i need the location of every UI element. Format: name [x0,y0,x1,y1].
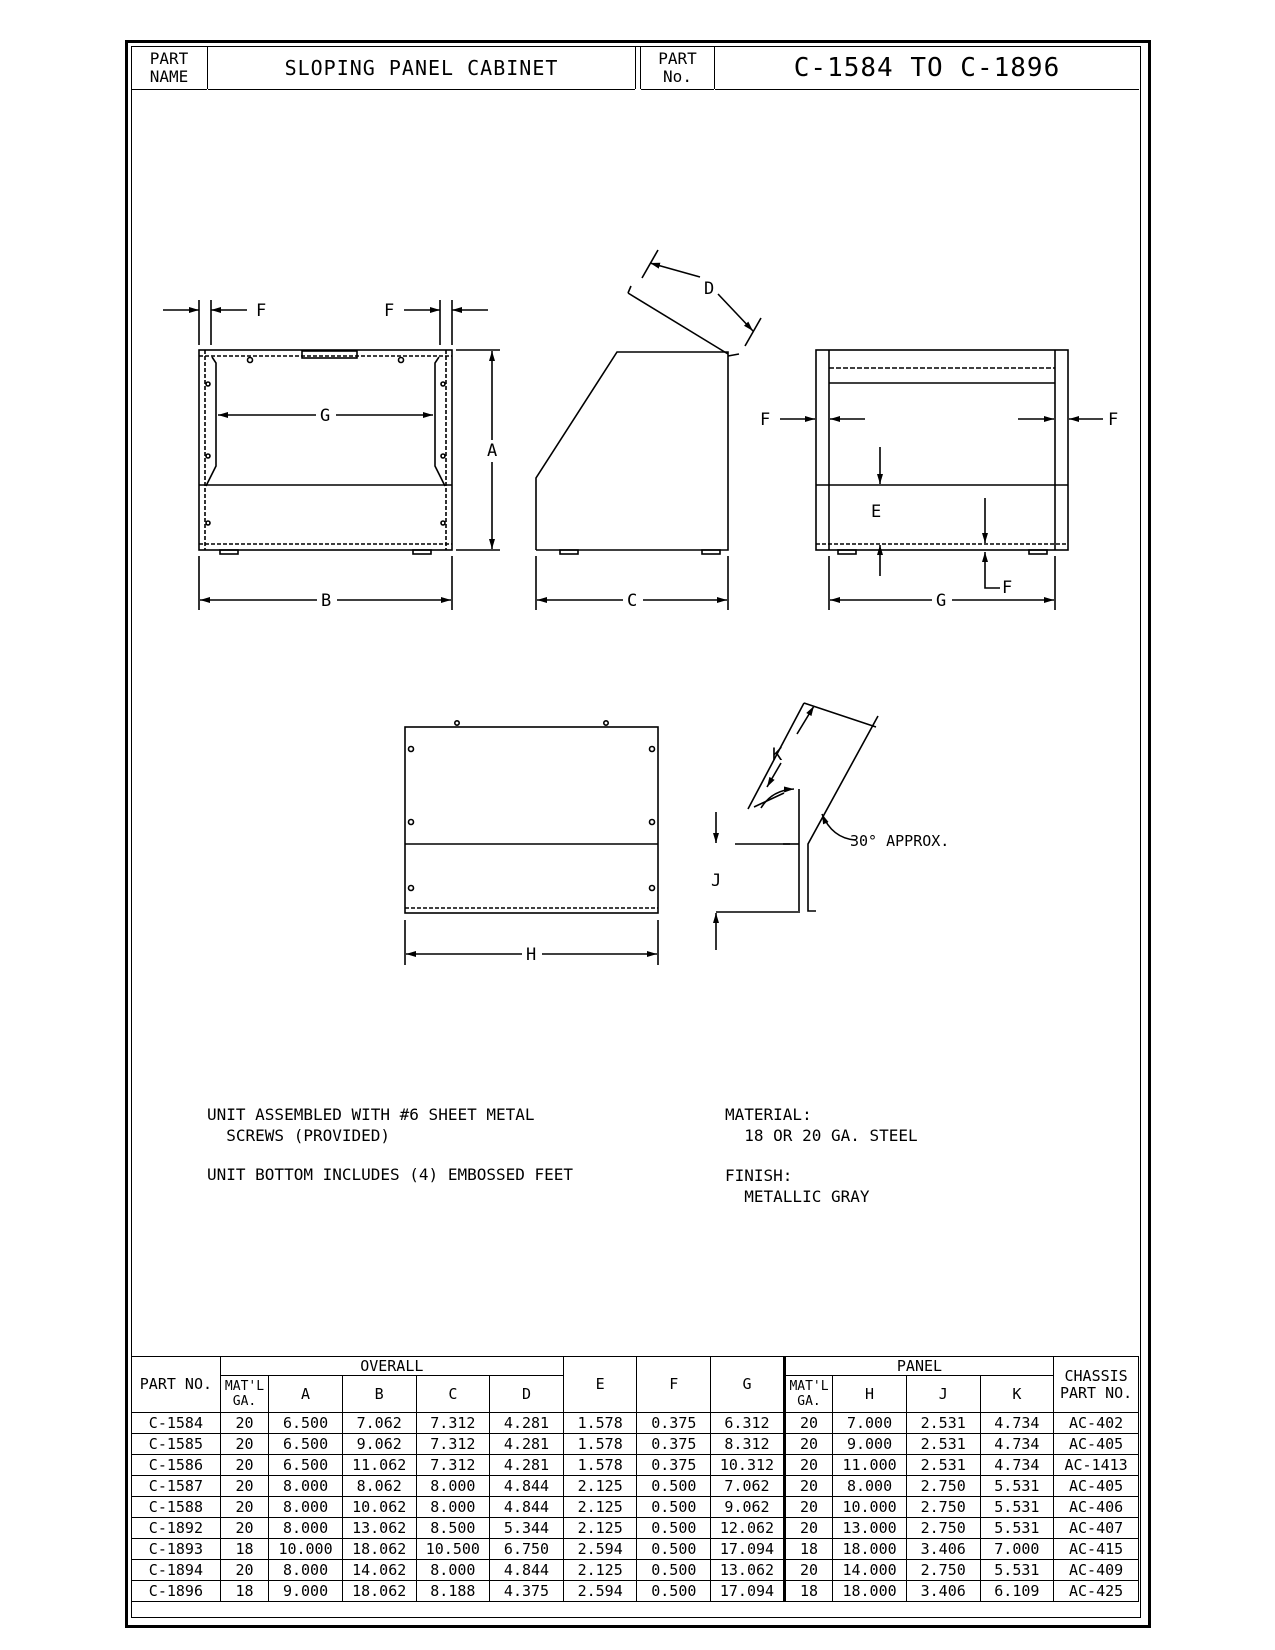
col-header-chassis [1054,1357,1139,1413]
panel-view [405,721,658,965]
cell-panel-matl: 18 [784,1581,832,1602]
col-header-c: C [416,1376,490,1413]
cell-g: 7.062 [711,1476,785,1497]
cell-e: 2.125 [563,1497,637,1518]
cell-a: 10.000 [269,1539,343,1560]
cell-e: 2.594 [563,1581,637,1602]
col-header-panel-matl-line2: GA. [797,1394,821,1409]
cell-d: 4.844 [490,1497,564,1518]
cell-panel-matl: 20 [784,1476,832,1497]
cell-d: 6.750 [490,1539,564,1560]
cell-h: 18.000 [833,1581,907,1602]
cell-e: 1.578 [563,1455,637,1476]
table-row [132,1518,1139,1539]
cell-j: 2.531 [906,1413,980,1434]
col-header-g: G [711,1357,785,1413]
front-view [163,300,500,610]
cell-d: 4.844 [490,1560,564,1581]
col-header-overall: OVERALL [220,1357,563,1376]
cell-f: 0.500 [637,1560,711,1581]
cell-matl: 20 [220,1476,268,1497]
cell-h: 14.000 [833,1560,907,1581]
cell-h: 13.000 [833,1518,907,1539]
cell-h: 11.000 [833,1455,907,1476]
part-no: C-1584 TO C-1896 [715,46,1139,90]
cell-b: 14.062 [342,1560,416,1581]
note-assembly-line2: SCREWS (PROVIDED) [207,1126,391,1145]
dim-label-g: G [936,591,947,611]
dim-label-b: B [321,591,332,611]
cell-part-no: C-1893 [132,1539,221,1560]
cell-c: 7.312 [416,1434,490,1455]
cell-matl: 18 [220,1539,268,1560]
cell-e: 1.578 [563,1413,637,1434]
cell-part-no: C-1896 [132,1581,221,1602]
cell-k: 5.531 [980,1518,1054,1539]
col-header-h: H [833,1376,907,1413]
cell-g: 12.062 [711,1518,785,1539]
cell-b: 10.062 [342,1497,416,1518]
col-header-b: B [342,1376,416,1413]
table-row [132,1539,1139,1560]
table-row [132,1581,1139,1602]
cell-panel-matl: 20 [784,1455,832,1476]
cell-j: 2.750 [906,1560,980,1581]
cell-a: 6.500 [269,1434,343,1455]
dim-label-a: A [487,441,498,461]
spec-table [131,1356,1139,1602]
dim-label-f: F [760,410,771,430]
cell-h: 7.000 [833,1413,907,1434]
cell-part-no: C-1584 [132,1413,221,1434]
cell-g: 17.094 [711,1539,785,1560]
cell-panel-matl: 20 [784,1497,832,1518]
cell-j: 2.531 [906,1455,980,1476]
cell-g: 10.312 [711,1455,785,1476]
cell-h: 9.000 [833,1434,907,1455]
cell-k: 4.734 [980,1434,1054,1455]
cell-chassis: AC-405 [1054,1476,1139,1497]
col-header-panel: PANEL [784,1357,1053,1376]
col-header-f: F [637,1357,711,1413]
cell-b: 9.062 [342,1434,416,1455]
cell-e: 2.594 [563,1539,637,1560]
cell-b: 18.062 [342,1539,416,1560]
cell-a: 8.000 [269,1560,343,1581]
cell-panel-matl: 18 [784,1539,832,1560]
note-feet: UNIT BOTTOM INCLUDES (4) EMBOSSED FEET [207,1165,574,1184]
cell-chassis: AC-407 [1054,1518,1139,1539]
cell-chassis: AC-405 [1054,1434,1139,1455]
cell-k: 4.734 [980,1455,1054,1476]
cell-h: 10.000 [833,1497,907,1518]
table-row [132,1497,1139,1518]
cell-g: 9.062 [711,1497,785,1518]
cell-e: 2.125 [563,1476,637,1497]
cell-e: 1.578 [563,1434,637,1455]
cell-b: 18.062 [342,1581,416,1602]
cell-f: 0.500 [637,1497,711,1518]
part-no-label-line1: PART [658,48,697,68]
cell-d: 4.281 [490,1434,564,1455]
cell-chassis: AC-1413 [1054,1455,1139,1476]
note-material-value: 18 OR 20 GA. STEEL [725,1126,918,1145]
table-row [132,1476,1139,1497]
col-header-chassis-line2: PART NO. [1059,1383,1133,1402]
cell-g: 6.312 [711,1413,785,1434]
cell-d: 4.281 [490,1455,564,1476]
part-name-label-line1: PART [149,48,189,68]
col-header-matl-line2: GA. [232,1394,257,1409]
cell-f: 0.375 [637,1413,711,1434]
dim-label-f: F [256,301,267,321]
note-finish-value: METALLIC GRAY [725,1187,870,1206]
dim-label-c: C [627,591,638,611]
cell-k: 5.531 [980,1497,1054,1518]
col-header-a: A [269,1376,343,1413]
cell-f: 0.500 [637,1518,711,1539]
cell-k: 7.000 [980,1539,1054,1560]
cell-k: 5.531 [980,1476,1054,1497]
cell-part-no: C-1585 [132,1434,221,1455]
table-row [132,1434,1139,1455]
cell-k: 4.734 [980,1413,1054,1434]
cell-b: 7.062 [342,1413,416,1434]
cell-c: 8.000 [416,1560,490,1581]
col-header-e: E [563,1357,637,1413]
dim-label-j: J [711,871,722,891]
col-header-panel-matl [784,1376,832,1413]
cell-matl: 18 [220,1581,268,1602]
cell-k: 6.109 [980,1581,1054,1602]
cell-part-no: C-1587 [132,1476,221,1497]
table-row [132,1560,1139,1581]
col-header-panel-matl-line1: MAT'L [789,1379,829,1394]
note-assembly-line1: UNIT ASSEMBLED WITH #6 SHEET METAL [207,1105,535,1124]
cell-c: 8.000 [416,1476,490,1497]
cell-b: 8.062 [342,1476,416,1497]
cell-e: 2.125 [563,1518,637,1539]
cell-a: 6.500 [269,1455,343,1476]
part-name: SLOPING PANEL CABINET [208,46,635,90]
dim-label-f: F [1108,410,1119,430]
part-no-label-line2: No. [663,66,692,86]
note-assembly [207,1104,535,1146]
cell-d: 4.844 [490,1476,564,1497]
table-row [132,1455,1139,1476]
col-header-matl [220,1376,268,1413]
side-view [536,250,761,610]
cell-d: 5.344 [490,1518,564,1539]
part-name-label-line2: NAME [149,66,189,86]
cell-f: 0.500 [637,1581,711,1602]
cell-c: 8.188 [416,1581,490,1602]
cell-matl: 20 [220,1413,268,1434]
dim-label-g: G [320,406,331,426]
cell-a: 6.500 [269,1413,343,1434]
cell-c: 8.500 [416,1518,490,1539]
dim-label-f: F [1002,578,1013,598]
cell-j: 2.750 [906,1497,980,1518]
cell-panel-matl: 20 [784,1434,832,1455]
cell-h: 18.000 [833,1539,907,1560]
dim-label-k: K [772,745,783,765]
col-header-part-no: PART NO. [132,1357,221,1413]
panel-profile [716,703,878,950]
cell-part-no: C-1892 [132,1518,221,1539]
cell-chassis: AC-415 [1054,1539,1139,1560]
spec-table-body [132,1413,1139,1602]
cell-d: 4.281 [490,1413,564,1434]
cell-h: 8.000 [833,1476,907,1497]
cell-part-no: C-1894 [132,1560,221,1581]
rear-view [780,350,1103,610]
cell-c: 8.000 [416,1497,490,1518]
cell-b: 11.062 [342,1455,416,1476]
cell-matl: 20 [220,1560,268,1581]
cell-matl: 20 [220,1434,268,1455]
cell-a: 8.000 [269,1476,343,1497]
cell-matl: 20 [220,1455,268,1476]
cell-chassis: AC-402 [1054,1413,1139,1434]
cell-a: 9.000 [269,1581,343,1602]
cell-j: 3.406 [906,1539,980,1560]
col-header-matl-line1: MAT'L [224,1379,265,1394]
cell-matl: 20 [220,1518,268,1539]
cell-f: 0.500 [637,1539,711,1560]
cell-part-no: C-1586 [132,1455,221,1476]
col-header-k: K [980,1376,1054,1413]
cell-k: 5.531 [980,1560,1054,1581]
cell-g: 17.094 [711,1581,785,1602]
cell-j: 2.750 [906,1476,980,1497]
cell-part-no: C-1588 [132,1497,221,1518]
cell-a: 8.000 [269,1518,343,1539]
cell-chassis: AC-409 [1054,1560,1139,1581]
angle-label: 30° APPROX. [850,832,950,850]
note-material-label: MATERIAL: [725,1105,812,1124]
dim-label-h: H [526,945,537,965]
cell-c: 7.312 [416,1455,490,1476]
note-material [725,1104,918,1146]
cell-panel-matl: 20 [784,1413,832,1434]
cell-g: 8.312 [711,1434,785,1455]
cell-matl: 20 [220,1497,268,1518]
col-header-chassis-line1: CHASSIS [1064,1366,1128,1385]
col-header-d: D [490,1376,564,1413]
cell-a: 8.000 [269,1497,343,1518]
cell-f: 0.375 [637,1434,711,1455]
cell-chassis: AC-425 [1054,1581,1139,1602]
cell-c: 10.500 [416,1539,490,1560]
table-row [132,1413,1139,1434]
cell-f: 0.500 [637,1476,711,1497]
dim-label-d: D [704,279,715,299]
note-finish [725,1165,870,1207]
cell-b: 13.062 [342,1518,416,1539]
cell-e: 2.125 [563,1560,637,1581]
cell-j: 2.750 [906,1518,980,1539]
dim-label-e: E [871,502,882,522]
cell-c: 7.312 [416,1413,490,1434]
cell-j: 2.531 [906,1434,980,1455]
note-finish-label: FINISH: [725,1166,793,1185]
col-header-j: J [906,1376,980,1413]
cell-panel-matl: 20 [784,1560,832,1581]
cell-panel-matl: 20 [784,1518,832,1539]
cell-j: 3.406 [906,1581,980,1602]
cell-f: 0.375 [637,1455,711,1476]
dim-label-f: F [384,301,395,321]
cell-g: 13.062 [711,1560,785,1581]
cell-chassis: AC-406 [1054,1497,1139,1518]
cell-d: 4.375 [490,1581,564,1602]
